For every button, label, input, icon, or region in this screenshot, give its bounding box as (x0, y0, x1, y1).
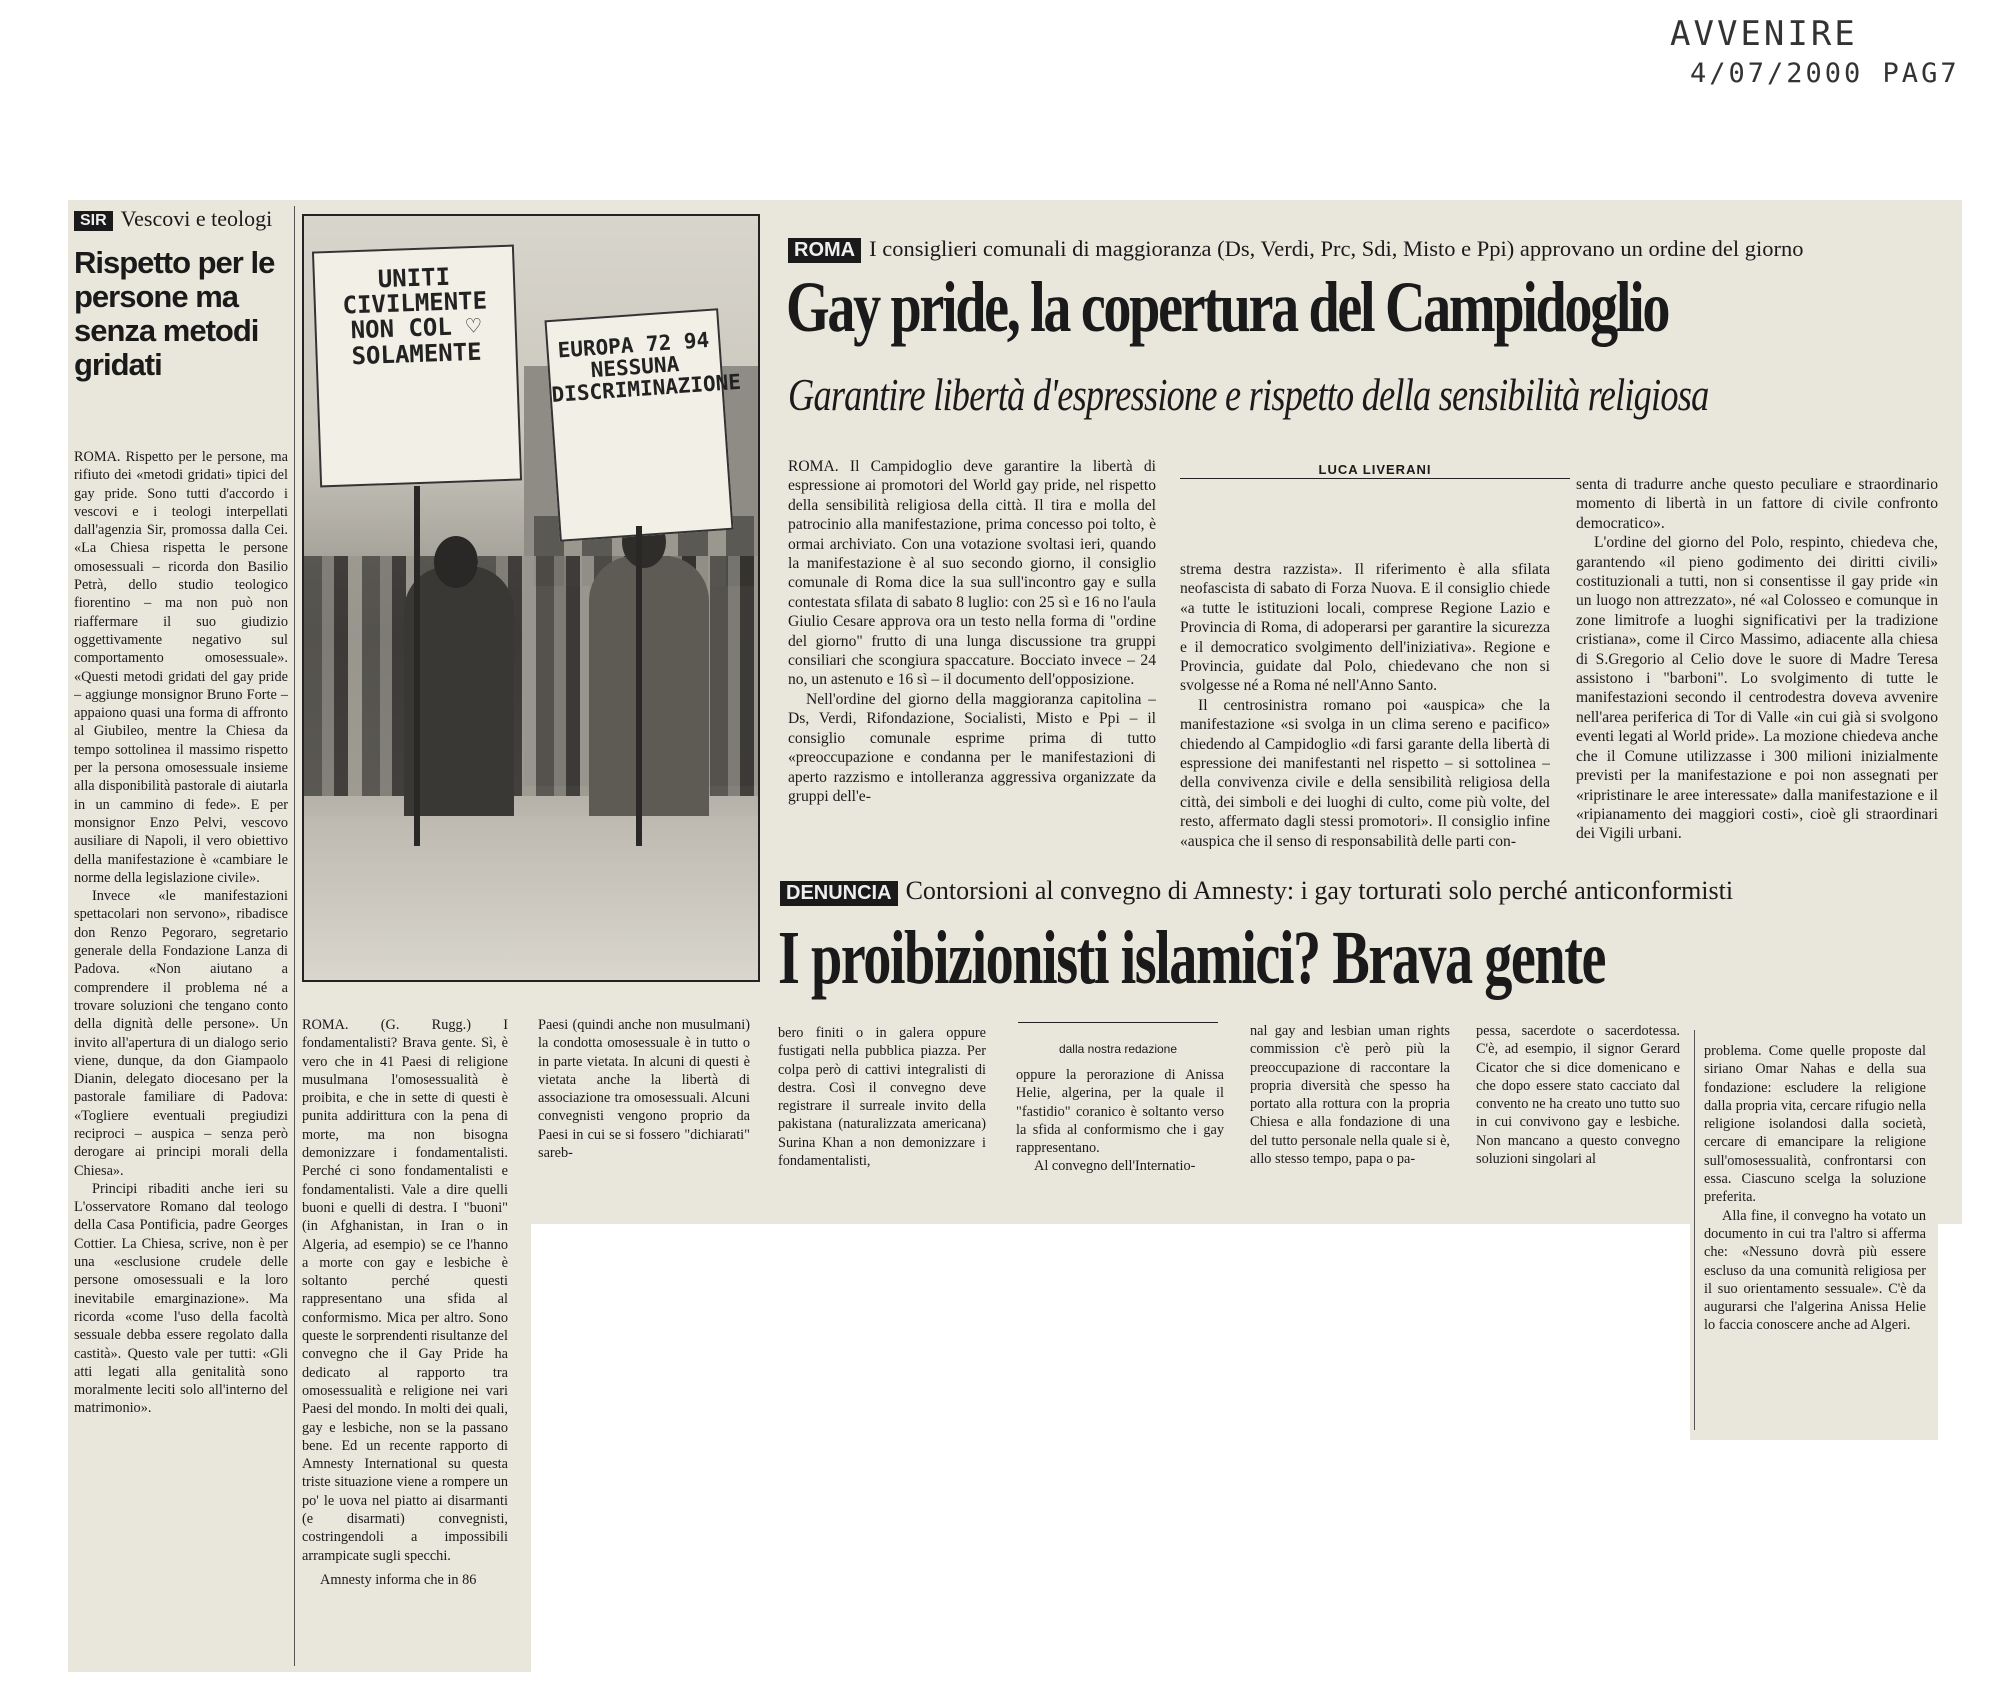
photo-person-left-head (434, 536, 478, 588)
sidebar-tag: SIR (74, 211, 113, 231)
sign-pole-left (414, 486, 420, 846)
article2-column-6 (1476, 1022, 1680, 1196)
article2-column-1 (302, 1016, 508, 1666)
article1-column-1 (788, 457, 1156, 849)
article2-col1-paragraph: ROMA. (G. Rugg.) I fondamentalisti? Brava gente. Sì, è vero che in 41 Paesi di religione musulmana l'omosessualità è proibita, e che in sette di questi è punita addirittura con la pena di morte, ma non bisogna demonizzare i fondamentalisti. Perché ci sono fondamentalisti e fondamentalisti. Vale a dire quelli buoni e quelli di destra. I "buoni" (in Afghanistan, in Iran o in Algeria, ad esempio) se ce l'hanno a morte con gay e lesbiche è soltanto perché questi rappresentano una sfida al conformismo. Mica per altro. Sono queste le sorprendenti risultanze del convegno che il Gay Pride ha dedicato al rapporto tra omosessualità e religione nei vari Paesi del mondo. In molti dei quali, gay e lesbiche, non se la passano bene. Ed un recente rapporto di Amnesty International su questa triste situazione viene a rompere un po' le uova nel piatto ai disarmanti (e disarmati) convegnisti, costringendoli a impossibili arrampicate sugli specchi. (302, 1017, 508, 1564)
article2-col4-paragraph: Al convegno dell'Internatio- (1034, 1158, 1196, 1175)
column-divider (1694, 1030, 1695, 1430)
article1-kicker (788, 236, 1938, 263)
photo-street (304, 816, 758, 980)
article2-col6-paragraph: pessa, sacerdote o sacerdotessa. C'è, ad esempio, il signor Gerard Cicator che si dice domenicano e che dopo essere stato cacciato dal convento ne ha creato uno tutto suo in cui convivono gay e lesbiche. Non mancano a questo convegno soluzioni singolari al (1476, 1023, 1680, 1168)
article2-column-4 (1016, 1066, 1224, 1196)
handwritten-date-page: 4/07/2000 PAG7 (1690, 58, 1960, 89)
article2-col5-paragraph: nal gay and lesbian uman rights commission c'è però più la preoccupazione di raccontare la propria diversità che spesso ha portato alla rottura con la propria Chiesa e alla fondazione di una del tutto personale nella quale si è, allo stesso tempo, papa o pa- (1250, 1023, 1450, 1168)
article2-byline-rule (1018, 1022, 1218, 1023)
sidebar-headline: Rispetto per le persone ma senza metodi gridati (74, 245, 275, 382)
protest-sign-uniti-civilmente: UNITI CIVILMENTE NON COL ♡ SOLAMENTE (312, 245, 522, 488)
parade-photo (302, 214, 760, 982)
article2-col2-paragraph: Paesi (quindi anche non musulmani) la condotta omosessuale è in tutto o in parte vietata. In alcuni di questi è vietata anche la libertà di associazione tra omosessuali. Alcuni convegnisti vengono proprio da Paesi in cui se si fossero "dichiarati" sareb- (538, 1017, 750, 1162)
article2-col4-paragraph: oppure la perorazione di Anissa Helie, algerina, per la quale il "fastidio" coranico è soltanto verso la sfida al conformismo che i gay rappresentano. (1016, 1067, 1224, 1157)
article1-headline: Gay pride, la copertura del Campidoglio (786, 267, 1669, 347)
article1-byline: LUCA LIVERANI (1318, 462, 1432, 477)
article2-column-7 (1704, 1042, 1926, 1434)
article2-kicker (780, 876, 1930, 906)
sidebar-paragraph: Invece «le manifestazioni spettacolari non servono», ribadisce don Renzo Pegoraro, segretario generale della Fondazione Lanza di Padova. «Non aiutano a comprendere il problema né a trovare soluzioni che tengano conto della dignità delle persone». Un invito all'apertura di un dialogo serio viene, dunque, da don Giampaolo Dianin, delegato diocesano per la pastorale familiare di Padova: «Togliere eventuali pregiudizi reciproci – auspica – senza però derogare ai principi morali della Chiesa». (74, 888, 288, 1179)
article2-col3-paragraph: bero finiti o in galera oppure fustigati nella pubblica piazza. Per colpa però di cattivi integralisti di destra. Così il convegno deve registrare il surreale invito della pakistana (naturalizzata americana) Surina Khan a non demonizzare i fondamentalisti, (778, 1025, 986, 1170)
article1-col2-paragraph: Il centrosinistra romano poi «auspica» che la manifestazione «si svolga in un clima sereno e pacifico» chiedendo al Campidoglio «di farsi garante della libertà di espressione dei manifestanti nel rispetto – si sottolinea – della convivenza civile e della sensibilità religiosa della città, dei simboli e dei luoghi di culto, come più volte, del resto, affermato dagli stessi promotori». Il consiglio infine «auspica che il senso di responsabilità delle parti con- (1180, 696, 1550, 849)
protest-sign-nessuna-discriminazione: EUROPA 72 94 NESSUNA DISCRIMINAZIONE (544, 308, 733, 542)
sign-pole-right (636, 526, 642, 846)
article2-kicker-text: Contorsioni al convegno di Amnesty: i gay torturati solo perché anticonformisti (905, 876, 1734, 905)
sidebar-body (74, 448, 288, 1658)
article1-col2-paragraph: strema destra razzista». Il riferimento è alla sfilata neofascista di sabato di Forza Nuova. E il consiglio chiede «a tutte le istituzioni locali, comprese Regione Lazio e Provincia di Roma, di adoperarsi per garantire la sicurezza e il democratico svolgimento dell'iniziativa». Regione e Provincia, guidate dal Polo, chiedevano che non si svolgesse né a Roma né nell'Anno Santo. (1180, 561, 1550, 695)
article2-column-2 (538, 1016, 750, 1196)
article1-col1-paragraph: ROMA. Il Campidoglio deve garantire la libertà di espressione ai promotori del World gay pride, nel rispetto della sensibilità religiosa della città. Il tira e molla del patrocinio alla manifestazione, prima concesso poi tolto, è ormai archiviato. Con una votazione svoltasi ieri, quando la manifestazione è al suo secondo giorno, il consiglio comunale di Roma dice la sua sull'incontro gay e sulla contestata sfilata di sabato 8 luglio: con 25 sì e 16 no l'aula Giulio Cesare approva ora un testo nella forma di "ordine del giorno" frutto di una lunga discussione tra gruppi consiliari che scongiura spaccature. Bocciato invece – 24 no, un astenuto e 16 sì – il documento dell'opposizione. (788, 458, 1156, 689)
article2-column-3 (778, 1024, 986, 1196)
column-divider (294, 206, 295, 1666)
article1-col3-paragraph: L'ordine del giorno del Polo, respinto, chiedeva che, garantendo «il pieno godimento dei diritti civili» costituzionali a tutti, non si consentisse il gay pride «in un luogo non attrezzato», né «al Colosseo e comunque in zone limitrofe a luoghi significativi per la tradizione cristiana», come il Circo Massimo, adiacente alla chiesa di S.Gregorio al Celio dove le suore di Madre Teresa assistono i "barboni". Lo svolgimento di tutte le manifestazioni secondo il centrodestra doveva avvenire nell'area periferica di Tor di Valle «in cui già si svolgono eventi legati al World pride». La mozione chiedeva anche che il Comune utilizzasse i 300 milioni inizialmente previsti per la manifestazione e poi non assegnati per «ripristinare le aree interessate» dalla manifestazione e il «ripianamento dei maggiori costi», cioè gli straordinari dei Vigili urbani. (1576, 534, 1938, 843)
article2-headline: I proibizionisti islamici? Brava gente (778, 916, 1605, 1000)
article2-tag: DENUNCIA (780, 881, 898, 906)
article1-kicker-text: I consiglieri comunali di maggioranza (Ds, Verdi, Prc, Sdi, Misto e Ppi) approvano un ordine del giorno (869, 236, 1804, 261)
article1-column-3 (1576, 475, 1938, 849)
article2-col1-paragraph: Amnesty informa che in 86 (320, 1571, 477, 1588)
handwritten-source-note (1670, 14, 1990, 89)
handwritten-newspaper: AVVENIRE (1670, 14, 1858, 54)
clipping-mid-tail (522, 1224, 531, 1672)
sidebar-paragraph: Principi ribaditi anche ieri su L'osservatore Romano dal teologo della Casa Pontificia, padre Georges Cottier. La Chiesa, scrive, non è per una «esclusione crudele delle persone omosessuali e la loro inevitabile emarginazione». Ma ricorda «come l'uso della facoltà sessuale debba essere regolato dalla castità». Questo vale per tutti: «Gli atti legati alla genitalità sono moralmente leciti solo all'interno del matrimonio». (74, 1180, 288, 1417)
article2-byline: dalla nostra redazione (1058, 1042, 1178, 1056)
sidebar-kicker (74, 206, 294, 232)
article1-column-2 (1180, 560, 1550, 849)
article2-column-5 (1250, 1022, 1450, 1196)
article1-byline-rule (1180, 478, 1570, 479)
article1-subheadline: Garantire libertà d'espressione e rispetto della sensibilità religiosa (788, 369, 1709, 420)
article2-col7-paragraph: Alla fine, il convegno ha votato un documento in cui tra l'altro si afferma che: «Nessuno dovrà più essere escluso da una comunità religiosa per il suo orientamento sessuale». C'è da augurarsi che l'algerina Anissa Helie lo faccia conoscere anche ad Algeri. (1704, 1207, 1926, 1334)
sidebar-paragraph: ROMA. Rispetto per le persone, ma rifiuto dei «metodi gridati» tipici del gay pride. Sono tutti d'accordo i vescovi e i teologi interpellati dall'agenzia Sir, promossa dalla Cei. «La Chiesa rispetta le persone omosessuali – ricorda don Basilio Petrà, dello studio teologico fiorentino – ma non può non riaffermare il suo giudizio oggettivamente negativo sul comportamento omosessuale». «Questi metodi gridati del gay pride – aggiunge monsignor Bruno Forte – appaiono quasi una forma di affronto al Giubileo, mentre la Chiesa da tempo sottolinea il massimo rispetto per la persona omosessuale insieme alla disponibilità pastorale di aiutarla in un cammino di fede». E per monsignor Enzo Pelvi, vescovo ausiliare di Napoli, il vero obiettivo della manifestazione è «cambiare le norme della legislazione civile». (74, 449, 288, 886)
article1-col1-paragraph: Nell'ordine del giorno della maggioranza capitolina – Ds, Verdi, Rifondazione, Socialisti, Misto e Ppi – il consiglio comunale esprime prima di tutto «preoccupazione e condanna per le manifestazioni di aperto razzismo e intolleranza aggressiva organizzate da gruppi dell'e- (788, 690, 1156, 805)
article1-tag: ROMA (788, 238, 861, 263)
article2-col7-paragraph: problema. Come quelle proposte dal siriano Omar Nahas e della sua fondazione: escludere la religione dalla propria vita, cercare rifugio nella religione isolandosi dalla società, cercare di emancipare la religione sull'omosessualità, confrontarsi con essa. Ciascuno scelga la soluzione preferita. (1704, 1043, 1926, 1206)
article1-col3-paragraph: senta di tradurre anche questo peculiare e straordinario momento di libertà in un fattore di civile confronto democratico». (1576, 476, 1938, 532)
sidebar-kicker-text: Vescovi e teologi (120, 206, 273, 231)
